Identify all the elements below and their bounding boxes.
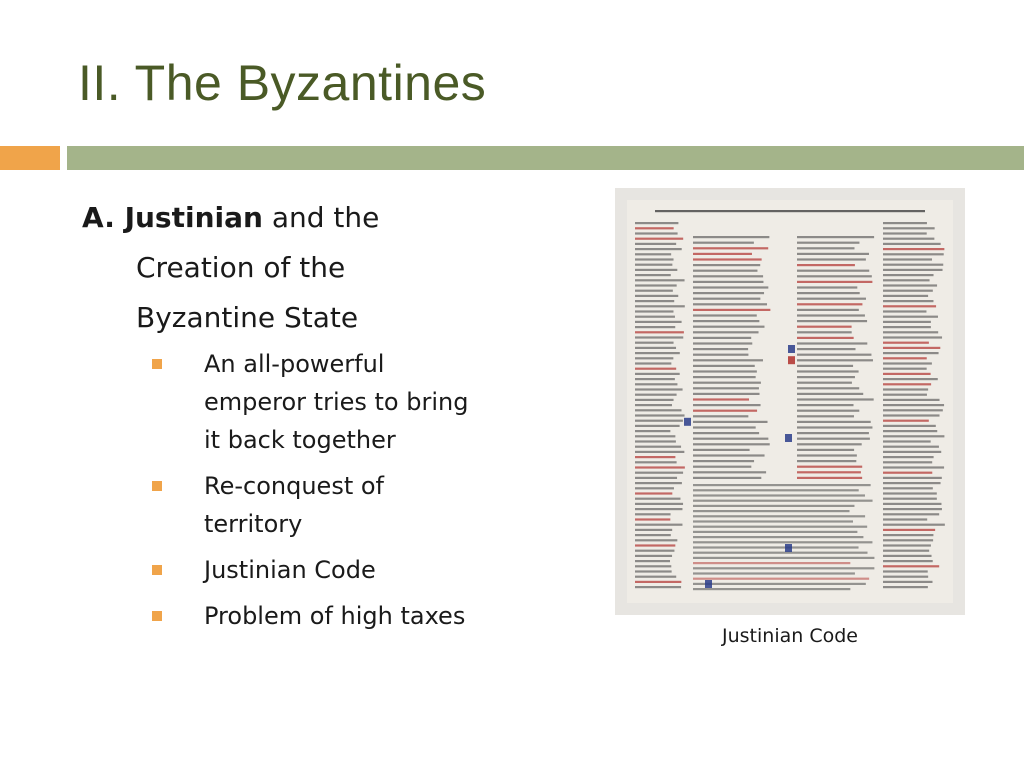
- bullet-line: An all-powerful: [204, 350, 385, 378]
- bullet-square-icon: [152, 611, 162, 621]
- slide-title: II. The Byzantines: [78, 55, 487, 111]
- bullet-line: it back together: [204, 426, 396, 454]
- heading-line-3: Byzantine State: [136, 301, 359, 334]
- heading-line-1: [82, 193, 502, 243]
- manuscript-page-illustration: [615, 188, 965, 615]
- bullet-line: territory: [204, 510, 303, 538]
- manuscript-image: [615, 188, 965, 615]
- image-caption: Justinian Code: [722, 625, 858, 647]
- bullet-square-icon: [152, 565, 162, 575]
- heading-bold-label: A. Justinian: [82, 201, 263, 234]
- heading-line-2: Creation of the: [136, 251, 346, 284]
- bullet-item: [148, 597, 508, 635]
- bullet-square-icon: [152, 481, 162, 491]
- bullet-line: emperor tries to bring: [204, 388, 469, 416]
- bullet-line: Re-conquest of: [204, 472, 384, 500]
- section-heading: [82, 193, 502, 343]
- heading-line-1-rest: and the: [262, 201, 380, 234]
- accent-bar-orange: [0, 146, 60, 170]
- bullet-square-icon: [152, 359, 162, 369]
- bullet-item: [148, 467, 508, 543]
- accent-bar-green: [67, 146, 1024, 170]
- bullet-item: [148, 345, 508, 459]
- bullet-line: Justinian Code: [204, 556, 376, 584]
- bullet-item: [148, 551, 508, 589]
- bullet-list: [148, 345, 508, 643]
- bullet-line: Problem of high taxes: [204, 602, 466, 630]
